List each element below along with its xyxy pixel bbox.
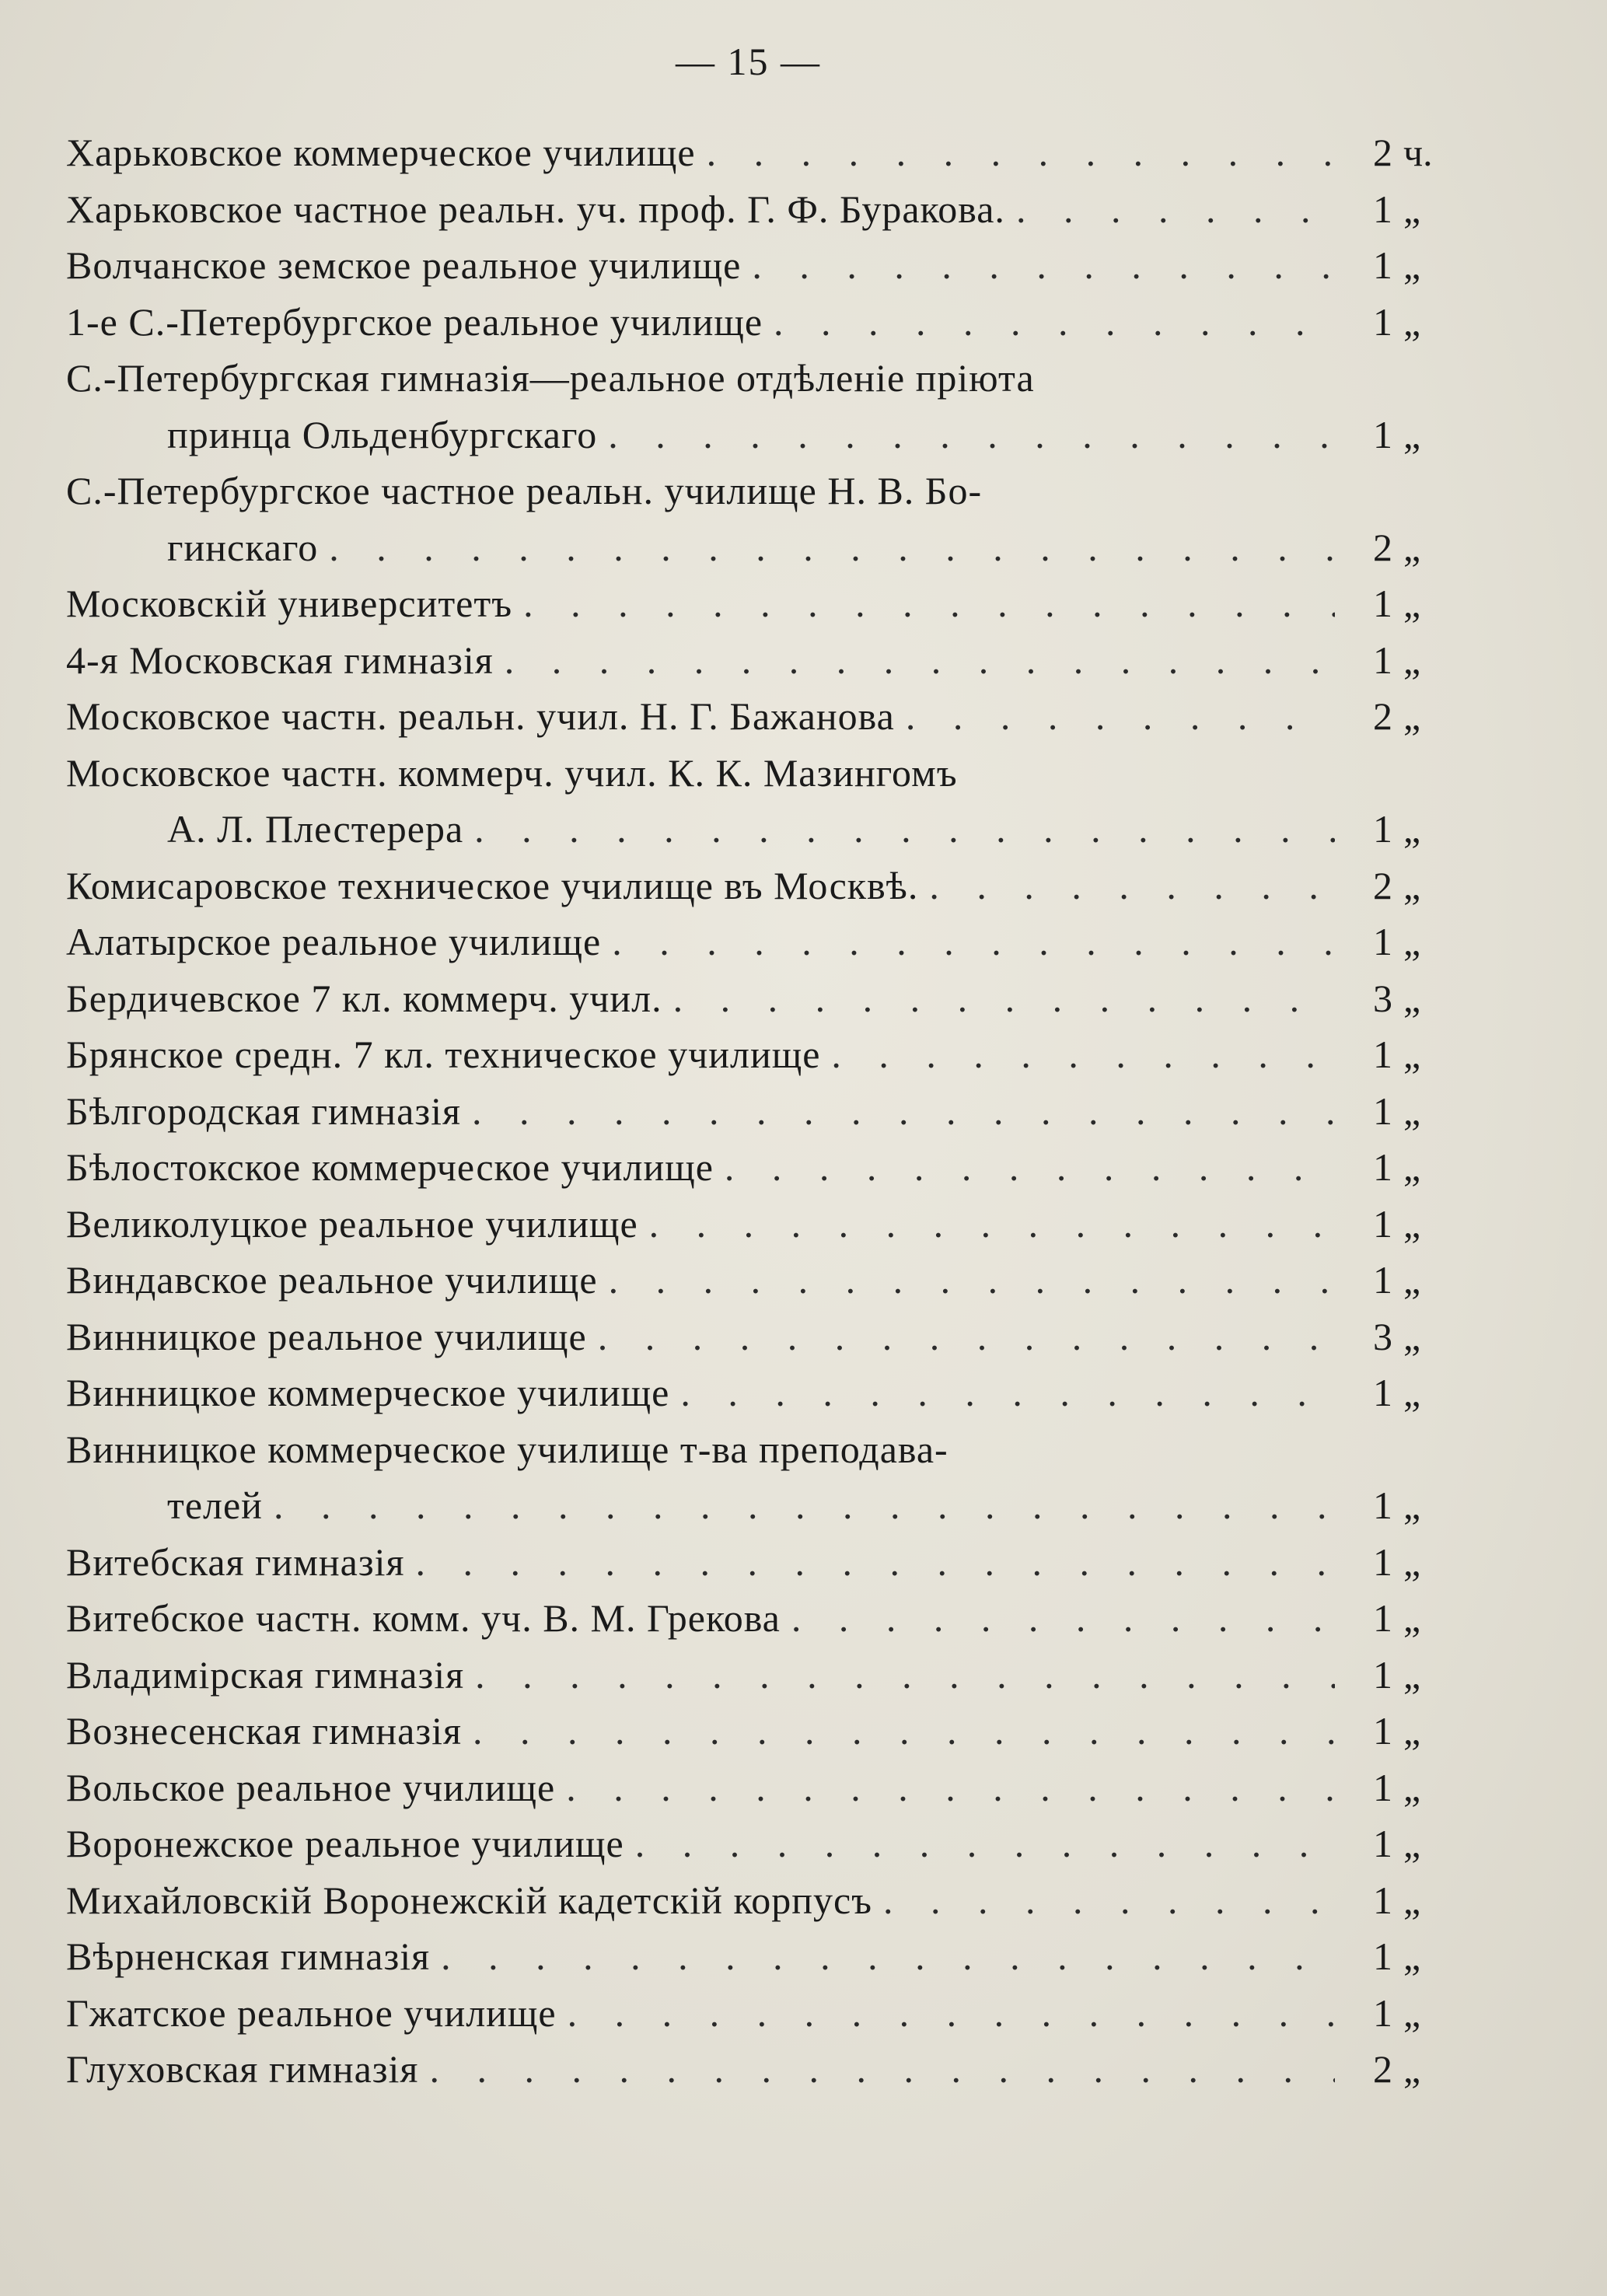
list-item-line	[66, 1421, 1450, 1478]
list-item-line	[66, 2041, 1450, 2098]
dot-leader	[608, 407, 1335, 463]
count-unit: „	[1403, 525, 1421, 569]
count-unit: „	[1403, 1201, 1421, 1246]
student-count: 2	[1373, 694, 1392, 738]
count-unit: „	[1403, 1765, 1421, 1809]
list-item-line	[66, 1196, 1450, 1253]
student-count: 1	[1373, 1258, 1392, 1302]
count-unit: „	[1403, 1596, 1421, 1640]
institution-name: Вознесенская гимназія	[66, 1709, 462, 1753]
dot-leader	[274, 1477, 1335, 1534]
list-item-line	[66, 575, 1450, 632]
list-item-line	[66, 350, 1450, 407]
list-item-line	[66, 1760, 1450, 1816]
dot-leader	[831, 1026, 1335, 1083]
dot-leader	[791, 1590, 1335, 1647]
institution-name: Бердичевское 7 кл. коммерч. учил.	[66, 976, 662, 1020]
student-count: 1	[1373, 582, 1392, 625]
student-count: 1	[1373, 920, 1392, 963]
institution-name: Витебское частн. комм. уч. В. М. Грекова	[66, 1596, 781, 1640]
list-item-line	[66, 181, 1450, 238]
list-item-line	[66, 1815, 1450, 1872]
list-item	[66, 1534, 1450, 1591]
list-item	[66, 575, 1450, 632]
list-item-line	[66, 124, 1450, 181]
dot-leader	[906, 688, 1335, 745]
list-item	[66, 1252, 1450, 1309]
count-unit: „	[1403, 1033, 1421, 1076]
student-count: 3	[1373, 976, 1392, 1020]
count-unit: „	[1403, 2047, 1421, 2091]
list-item-line	[66, 1647, 1450, 1704]
student-count: 1	[1373, 1033, 1392, 1076]
list-item	[66, 632, 1450, 689]
institution-list	[66, 124, 1450, 2098]
institution-name: 1-е С.-Петербургское реальное училище	[66, 299, 763, 344]
dot-leader	[1016, 181, 1335, 238]
institution-name: Гжатское реальное училище	[66, 1990, 557, 2035]
count-unit: „	[1403, 638, 1421, 682]
student-count: 1	[1373, 1652, 1392, 1697]
count-unit: „	[1403, 920, 1421, 963]
list-item-line	[66, 1139, 1450, 1196]
student-count: 1	[1373, 1539, 1392, 1584]
list-item	[66, 2041, 1450, 2098]
student-count: 2	[1373, 131, 1392, 174]
list-item-line	[66, 970, 1450, 1027]
student-count: 1	[1373, 1371, 1392, 1414]
list-item	[66, 745, 1450, 858]
list-item	[66, 124, 1450, 181]
count-unit: „	[1403, 1371, 1421, 1414]
dot-leader	[609, 1252, 1335, 1309]
dot-leader	[441, 1928, 1335, 1985]
institution-name: С.-Петербургская гимназія—реальное отдѣленіе пріюта	[66, 356, 1035, 400]
list-item	[66, 1365, 1450, 1421]
count-unit: „	[1403, 1145, 1421, 1189]
institution-name: Вѣрненская гимназія	[66, 1934, 431, 1978]
student-count: 1	[1373, 1709, 1392, 1753]
dot-leader	[649, 1196, 1335, 1253]
dot-leader	[523, 575, 1335, 632]
student-count: 1	[1373, 1878, 1392, 1922]
count-unit: ч.	[1403, 131, 1433, 174]
student-count: 1	[1373, 187, 1392, 231]
list-item-line	[66, 1365, 1450, 1421]
institution-name: Вольское реальное училище	[66, 1765, 556, 1809]
list-item-line	[66, 237, 1450, 294]
institution-name: Бѣлостокское коммерческое училище	[66, 1145, 714, 1189]
dot-leader	[598, 1309, 1335, 1365]
institution-name: Винницкое реальное училище	[66, 1314, 587, 1358]
institution-name: Харьковское частное реальн. уч. проф. Г. Ф. Буракова.	[66, 187, 1005, 231]
list-item-line	[66, 688, 1450, 745]
institution-name: Великолуцкое реальное училище	[66, 1201, 638, 1246]
institution-name-continuation: телей	[167, 1483, 263, 1527]
dot-leader	[673, 970, 1335, 1027]
count-unit: „	[1403, 1878, 1421, 1922]
student-count: 2	[1373, 2047, 1392, 2091]
list-item-line	[66, 745, 1450, 802]
list-item	[66, 1421, 1450, 1534]
count-unit: „	[1403, 299, 1421, 344]
student-count: 1	[1373, 1483, 1392, 1527]
count-unit: „	[1403, 976, 1421, 1020]
list-item-line	[66, 914, 1450, 970]
student-count: 1	[1373, 299, 1392, 344]
institution-name: Московское частн. коммерч. учил. К. К. Мазингомъ	[66, 750, 958, 795]
list-item-line	[66, 1928, 1450, 1985]
list-item-line	[66, 1309, 1450, 1365]
institution-name: 4-я Московская гимназія	[66, 638, 494, 682]
count-unit: „	[1403, 694, 1421, 738]
list-item	[66, 1872, 1450, 1929]
list-item-line	[66, 1026, 1450, 1083]
list-item	[66, 181, 1450, 238]
institution-name-continuation: принца Ольденбургскаго	[167, 412, 598, 456]
dot-leader	[680, 1365, 1335, 1421]
dot-leader	[566, 1760, 1335, 1816]
student-count: 1	[1373, 243, 1392, 287]
dot-leader	[568, 1985, 1335, 2042]
institution-name: Московскій университетъ	[66, 582, 513, 625]
list-item	[66, 1703, 1450, 1760]
dot-leader	[416, 1534, 1335, 1591]
institution-name: С.-Петербургское частное реальн. училище Н. В. Бо-	[66, 469, 983, 512]
institution-name: Виндавское реальное училище	[66, 1258, 598, 1302]
dot-leader	[752, 237, 1335, 294]
student-count: 2	[1373, 525, 1392, 569]
count-unit: „	[1403, 807, 1421, 851]
list-item-line	[66, 801, 1450, 858]
list-item	[66, 1590, 1450, 1647]
student-count: 1	[1373, 1089, 1392, 1133]
dot-leader	[883, 1872, 1335, 1929]
list-item-line	[66, 407, 1450, 463]
list-item	[66, 1196, 1450, 1253]
list-item	[66, 350, 1450, 463]
count-unit: „	[1403, 863, 1421, 907]
student-count: 1	[1373, 1934, 1392, 1978]
student-count: 1	[1373, 638, 1392, 682]
list-item-line	[66, 463, 1450, 519]
student-count: 1	[1373, 807, 1392, 851]
list-item	[66, 1647, 1450, 1704]
list-item-line	[66, 294, 1450, 351]
institution-name: Винницкое коммерческое училище	[66, 1371, 670, 1414]
institution-name: Винницкое коммерческое училище т-ва преподава-	[66, 1427, 948, 1471]
dot-leader	[429, 2041, 1335, 2098]
list-item	[66, 1309, 1450, 1365]
institution-name-continuation: А. Л. Плестерера	[167, 807, 464, 851]
count-unit: „	[1403, 412, 1421, 456]
institution-name: Глуховская гимназія	[66, 2047, 419, 2091]
dot-leader	[473, 1703, 1335, 1760]
count-unit: „	[1403, 187, 1421, 231]
count-unit: „	[1403, 1652, 1421, 1697]
list-item-line	[66, 1872, 1450, 1929]
page-number: — 15 —	[676, 40, 821, 83]
dot-leader	[505, 632, 1335, 689]
count-unit: „	[1403, 582, 1421, 625]
student-count: 1	[1373, 412, 1392, 456]
dot-leader	[475, 1647, 1335, 1704]
dot-leader	[725, 1139, 1335, 1196]
student-count: 1	[1373, 1765, 1392, 1809]
list-item	[66, 1815, 1450, 1872]
count-unit: „	[1403, 1089, 1421, 1133]
count-unit: „	[1403, 1314, 1421, 1358]
list-item	[66, 237, 1450, 294]
institution-name: Московское частн. реальн. учил. Н. Г. Бажанова	[66, 694, 895, 738]
list-item	[66, 688, 1450, 745]
list-item-line	[66, 632, 1450, 689]
count-unit: „	[1403, 1539, 1421, 1584]
list-item-line	[66, 1590, 1450, 1647]
institution-name: Брянское средн. 7 кл. техническое училище	[66, 1033, 821, 1076]
count-unit: „	[1403, 1483, 1421, 1527]
student-count: 1	[1373, 1596, 1392, 1640]
list-item	[66, 1139, 1450, 1196]
dot-leader	[774, 294, 1335, 351]
student-count: 1	[1373, 1201, 1392, 1246]
dot-leader	[612, 914, 1335, 970]
count-unit: „	[1403, 1990, 1421, 2035]
count-unit: „	[1403, 1709, 1421, 1753]
list-item	[66, 914, 1450, 970]
student-count: 1	[1373, 1990, 1392, 2035]
institution-name: Михайловскій Воронежскій кадетскій корпусъ	[66, 1878, 872, 1922]
list-item-line	[66, 1534, 1450, 1591]
count-unit: „	[1403, 243, 1421, 287]
list-item	[66, 1760, 1450, 1816]
dot-leader	[474, 801, 1335, 858]
count-unit: „	[1403, 1934, 1421, 1978]
institution-name: Харьковское коммерческое училище	[66, 131, 696, 174]
institution-name: Комисаровское техническое училище въ Москвѣ.	[66, 863, 919, 907]
list-item	[66, 463, 1450, 575]
count-unit: „	[1403, 1258, 1421, 1302]
list-item	[66, 1928, 1450, 1985]
student-count: 1	[1373, 1145, 1392, 1189]
dot-leader	[635, 1815, 1335, 1872]
institution-name: Волчанское земское реальное училище	[66, 243, 742, 287]
list-item	[66, 294, 1450, 351]
list-item-line	[66, 1252, 1450, 1309]
count-unit: „	[1403, 1822, 1421, 1865]
list-item	[66, 1026, 1450, 1083]
institution-name: Витебская гимназія	[66, 1539, 405, 1584]
list-item	[66, 858, 1450, 914]
list-item	[66, 1985, 1450, 2042]
list-item-line	[66, 1477, 1450, 1534]
institution-name: Алатырское реальное училище	[66, 920, 602, 963]
dot-leader	[329, 519, 1335, 576]
list-item-line	[66, 858, 1450, 914]
institution-name: Бѣлгородская гимназія	[66, 1089, 461, 1133]
institution-name: Воронежское реальное училище	[66, 1822, 624, 1865]
student-count: 3	[1373, 1314, 1392, 1358]
institution-name: Владимірская гимназія	[66, 1652, 465, 1697]
dot-leader	[707, 124, 1335, 181]
list-item-line	[66, 519, 1450, 576]
student-count: 1	[1373, 1822, 1392, 1865]
dot-leader	[929, 858, 1335, 914]
list-item	[66, 1083, 1450, 1140]
institution-name-continuation: гинскаго	[167, 525, 319, 569]
student-count: 2	[1373, 863, 1392, 907]
list-item-line	[66, 1083, 1450, 1140]
list-item-line	[66, 1703, 1450, 1760]
list-item	[66, 970, 1450, 1027]
list-item-line	[66, 1985, 1450, 2042]
dot-leader	[472, 1083, 1335, 1140]
